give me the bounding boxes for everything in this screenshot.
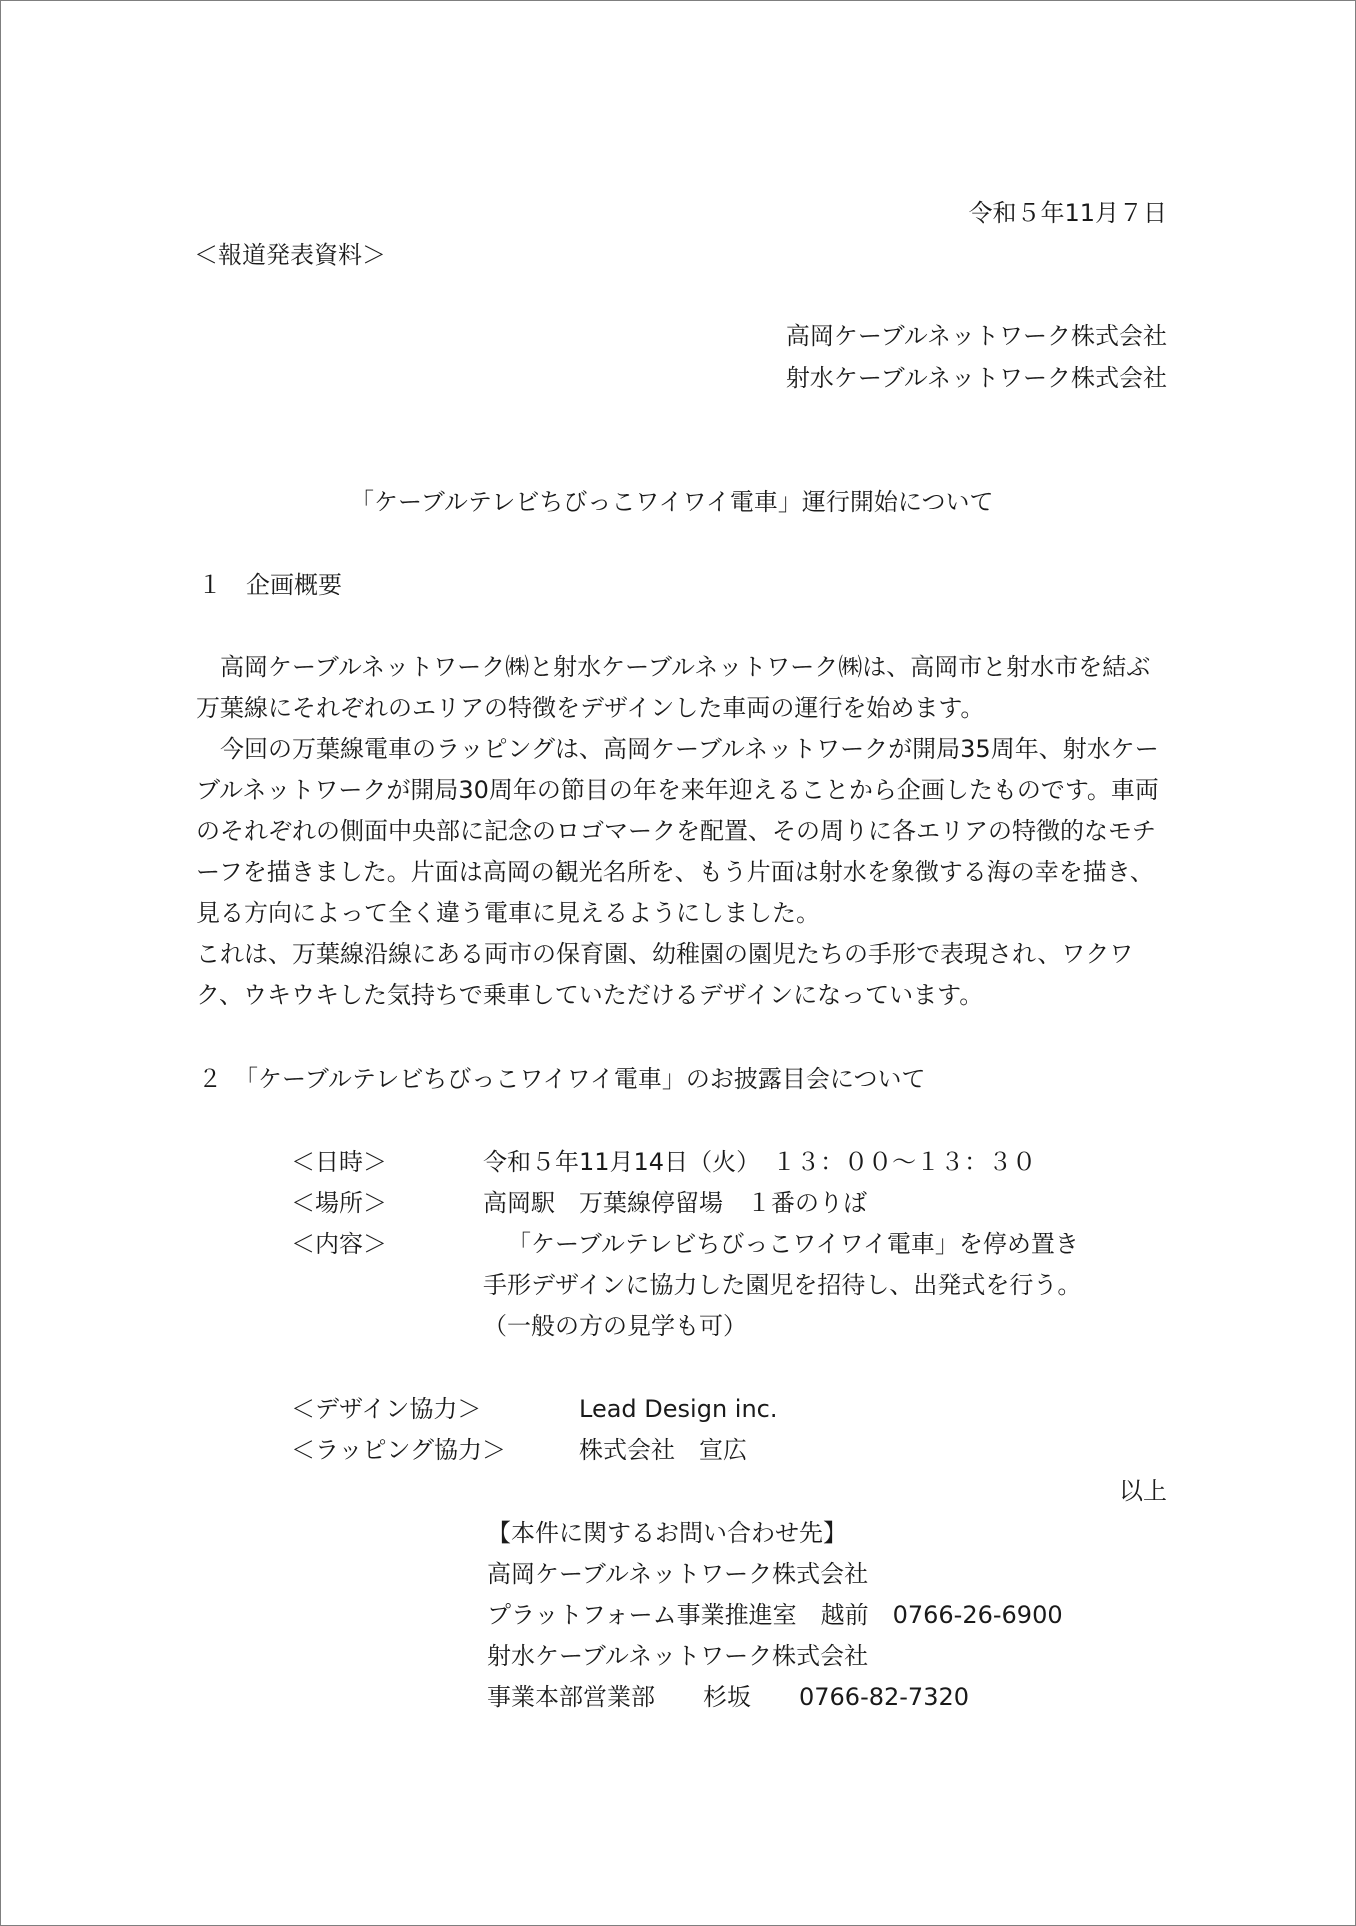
issuer-imizu: 射水ケーブルネットワーク株式会社: [785, 364, 1167, 392]
closing-text: 以上: [1119, 1477, 1167, 1505]
content-line: 手形デザインに協力した園児を招待し、出発式を行う。: [483, 1271, 1082, 1299]
issuer-takaoka: 高岡ケーブルネットワーク株式会社: [785, 322, 1167, 350]
section1-paragraph: 高岡ケーブルネットワーク㈱と射水ケーブルネットワーク㈱は、高岡市と射水市を結ぶ万葉線にそれぞれのエリアの特徴をデザインした車両の運行を始めます。: [196, 653, 1151, 722]
document-title: 「ケーブルテレビちびっこワイワイ電車」運行開始について: [350, 488, 994, 516]
design-label: ＜デザイン協力＞: [291, 1395, 482, 1423]
wrap-value: 株式会社 宣広: [579, 1436, 747, 1464]
contact-heading: 【本件に関するお問い合わせ先】: [487, 1519, 847, 1547]
contact-line: 事業本部営業部 杉坂 0766-82-7320: [487, 1683, 970, 1711]
content-line: （一般の方の見学も可）: [483, 1312, 747, 1340]
content-line: 「ケーブルテレビちびっこワイワイ電車」を停め置き: [507, 1230, 1079, 1258]
place-value: 高岡駅 万葉線停留場 １番のりば: [483, 1189, 867, 1217]
section1-paragraph: これは、万葉線沿線にある両市の保育園、幼稚園の園児たちの手形で表現され、ワクワク、ウキウキした気持ちで乗車していただけるデザインになっています。: [196, 940, 1134, 1009]
place-label: ＜場所＞: [291, 1189, 387, 1217]
release-date: 令和５年11月７日: [968, 199, 1167, 227]
contact-line: 射水ケーブルネットワーク株式会社: [487, 1642, 869, 1670]
section2-heading: ２ 「ケーブルテレビちびっこワイワイ電車」のお披露目会について: [198, 1065, 926, 1093]
datetime-value: 令和５年11月14日（火） １３：００～１３：３０: [483, 1148, 1037, 1176]
wrap-label: ＜ラッピング協力＞: [291, 1436, 507, 1464]
section1-paragraph: 今回の万葉線電車のラッピングは、高岡ケーブルネットワークが開局35周年、射水ケーブルネットワークが開局30周年の節目の年を来年迎えることから企画したものです。車両のそれぞれの側面中央部に記念のロゴマークを配置、その周りに各エリアの特徴的なモチーフを描きました。片面は高岡の観光名所を、もう片面は射水を象徴する海の幸を描き、見る方向によって全く違う電車に見えるようにしました。: [196, 735, 1159, 927]
contact-line: プラットフォーム事業推進室 越前 0766-26-6900: [487, 1601, 1063, 1629]
datetime-label: ＜日時＞: [291, 1148, 387, 1176]
section1-body: [196, 647, 1168, 1016]
section1-heading: １ 企画概要: [198, 571, 342, 599]
contact-line: 高岡ケーブルネットワーク株式会社: [487, 1560, 869, 1588]
release-label: ＜報道発表資料＞: [194, 241, 386, 269]
content-label: ＜内容＞: [291, 1230, 387, 1258]
design-value: Lead Design inc.: [579, 1395, 778, 1423]
